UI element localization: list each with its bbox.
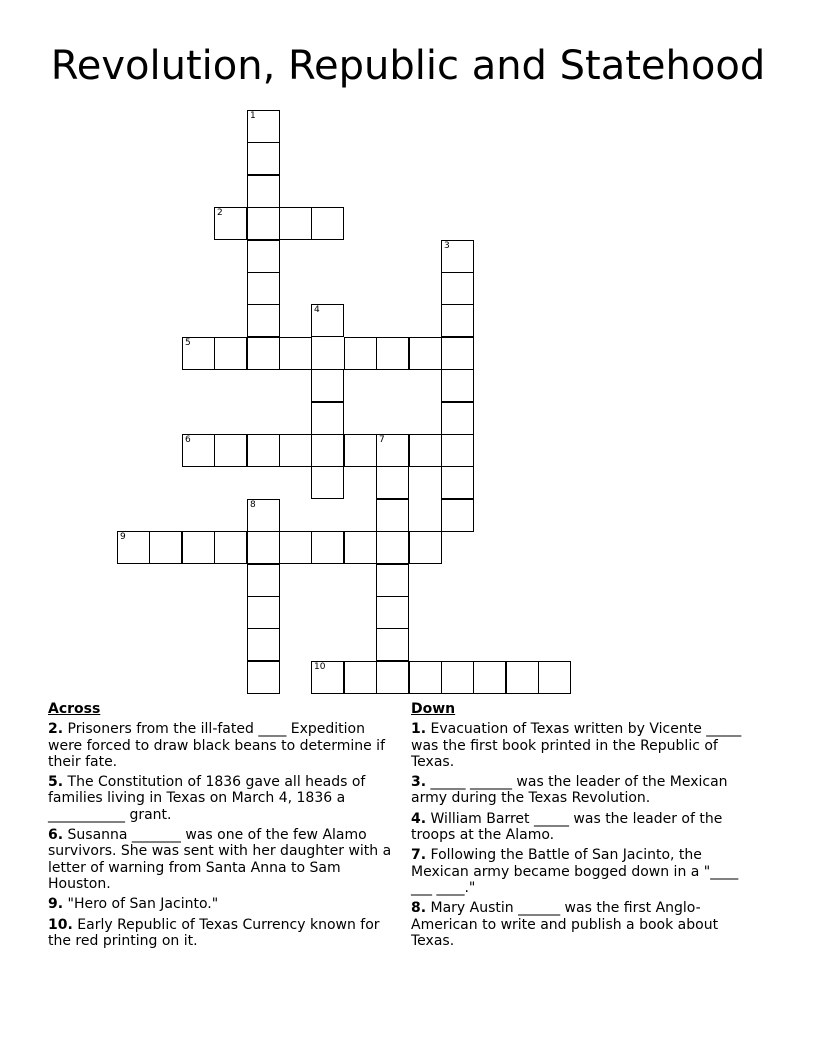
grid-cell[interactable] [376, 564, 409, 597]
grid-cell[interactable] [182, 337, 215, 370]
grid-cell[interactable] [376, 499, 409, 532]
grid-cell[interactable] [311, 531, 344, 564]
clue-number: 3. [411, 774, 427, 791]
clue-text: Mary Austin ______ was the first Anglo-American to write and publish a book about Texas. [411, 900, 719, 949]
clue-down-8 [411, 900, 763, 949]
grid-cell[interactable] [441, 337, 474, 370]
grid-cell[interactable] [344, 434, 377, 467]
down-clues [411, 701, 763, 953]
grid-cell[interactable] [376, 661, 409, 694]
grid-cell[interactable] [311, 434, 344, 467]
clue-number-label: 3 [444, 241, 450, 251]
grid-cell[interactable] [247, 434, 280, 467]
across-clues [48, 701, 400, 953]
clue-number-label: 6 [185, 435, 191, 445]
puzzle-title: Revolution, Republic and Statehood [50, 43, 766, 89]
grid-cell[interactable] [344, 337, 377, 370]
grid-cell[interactable] [376, 434, 409, 467]
clue-text: Prisoners from the ill-fated ____ Expedition were forced to draw black beans to determine if their fate. [48, 721, 385, 770]
grid-cell[interactable] [214, 531, 247, 564]
grid-cell[interactable] [376, 596, 409, 629]
grid-cell[interactable] [311, 207, 344, 240]
clue-down-1 [411, 721, 763, 770]
grid-cell[interactable] [311, 369, 344, 402]
grid-cell[interactable] [344, 661, 377, 694]
clue-number-label: 2 [217, 208, 223, 218]
grid-cell[interactable] [247, 499, 280, 532]
across-heading: Across [48, 701, 101, 717]
grid-cell[interactable] [214, 337, 247, 370]
grid-cell[interactable] [441, 402, 474, 435]
clue-text: Evacuation of Texas written by Vicente _____ was the first book printed in the Republic of Texas. [411, 721, 742, 770]
down-heading: Down [411, 701, 456, 717]
grid-cell[interactable] [409, 531, 442, 564]
clue-across-2 [48, 721, 400, 770]
grid-cell[interactable] [538, 661, 571, 694]
clue-text: _____ ______ was the leader of the Mexican army during the Texas Revolution. [411, 774, 728, 807]
grid-cell[interactable] [247, 142, 280, 175]
clue-down-7 [411, 847, 763, 896]
grid-cell[interactable] [409, 337, 442, 370]
grid-cell[interactable] [376, 466, 409, 499]
grid-cell[interactable] [247, 304, 280, 337]
grid-cell[interactable] [247, 337, 280, 370]
grid-cell[interactable] [247, 531, 280, 564]
clue-text: The Constitution of 1836 gave all heads of families living in Texas on March 4, 1836 a ___________ grant. [48, 774, 366, 823]
clue-number: 10. [48, 916, 73, 933]
clue-number-label: 8 [250, 500, 256, 510]
grid-cell[interactable] [247, 175, 280, 208]
grid-cell[interactable] [247, 110, 280, 143]
grid-cell[interactable] [441, 499, 474, 532]
grid-cell[interactable] [441, 304, 474, 337]
grid-cell[interactable] [441, 240, 474, 273]
clue-number: 2. [48, 721, 64, 738]
grid-cell[interactable] [311, 466, 344, 499]
clue-number-label: 4 [314, 305, 320, 315]
grid-cell[interactable] [279, 337, 312, 370]
grid-cell[interactable] [182, 434, 215, 467]
clue-text: William Barret _____ was the leader of the troops at the Alamo. [411, 810, 723, 844]
clue-number-label: 7 [379, 435, 385, 445]
clue-number-label: 10 [314, 662, 326, 672]
grid-cell[interactable] [279, 531, 312, 564]
grid-cell[interactable] [117, 531, 150, 564]
clue-number-label: 1 [250, 111, 256, 121]
grid-cell[interactable] [441, 466, 474, 499]
grid-cell[interactable] [311, 402, 344, 435]
clue-number-label: 5 [185, 338, 191, 348]
grid-cell[interactable] [279, 434, 312, 467]
clue-number: 1. [411, 721, 427, 738]
grid-cell[interactable] [409, 661, 442, 694]
grid-cell[interactable] [311, 661, 344, 694]
clue-across-9 [48, 896, 400, 912]
grid-cell[interactable] [247, 272, 280, 305]
clue-down-4 [411, 811, 763, 844]
clue-number: 8. [411, 900, 427, 917]
grid-cell[interactable] [311, 304, 344, 337]
grid-cell[interactable] [214, 434, 247, 467]
clue-number: 4. [411, 810, 427, 827]
grid-cell[interactable] [182, 531, 215, 564]
clue-text: Early Republic of Texas Currency known for the red printing on it. [48, 916, 380, 949]
grid-cell[interactable] [344, 531, 377, 564]
grid-cell[interactable] [441, 369, 474, 402]
clue-number: 6. [48, 827, 64, 844]
grid-cell[interactable] [376, 531, 409, 564]
grid-cell[interactable] [409, 434, 442, 467]
grid-cell[interactable] [247, 628, 280, 661]
grid-cell[interactable] [214, 207, 247, 240]
clue-across-5 [48, 774, 400, 823]
clue-number: 5. [48, 774, 64, 791]
clue-number: 9. [48, 896, 64, 913]
grid-cell[interactable] [441, 272, 474, 305]
clue-text: Susanna _______ was one of the few Alamo survivors. She was sent with her daughter with a letter of warning from Santa Anna to Sam Houston. [48, 827, 392, 892]
grid-cell[interactable] [149, 531, 182, 564]
grid-cell[interactable] [247, 596, 280, 629]
grid-cell[interactable] [473, 661, 506, 694]
clue-number-label: 9 [120, 532, 126, 542]
grid-cell[interactable] [376, 628, 409, 661]
clue-down-3 [411, 774, 763, 807]
grid-cell[interactable] [247, 240, 280, 273]
grid-cell[interactable] [506, 661, 539, 694]
clue-text: Following the Battle of San Jacinto, the Mexican army became bogged down in a "____ ___ ____." [411, 847, 739, 896]
grid-cell[interactable] [279, 207, 312, 240]
grid-cell[interactable] [247, 661, 280, 694]
clue-across-10 [48, 917, 400, 950]
clue-text: "Hero of San Jacinto." [63, 896, 219, 913]
clue-across-6 [48, 827, 400, 892]
grid-cell[interactable] [247, 207, 280, 240]
grid-cell[interactable] [441, 434, 474, 467]
grid-cell[interactable] [441, 661, 474, 694]
grid-cell[interactable] [247, 564, 280, 597]
clue-number: 7. [411, 847, 427, 864]
grid-cell[interactable] [376, 337, 409, 370]
